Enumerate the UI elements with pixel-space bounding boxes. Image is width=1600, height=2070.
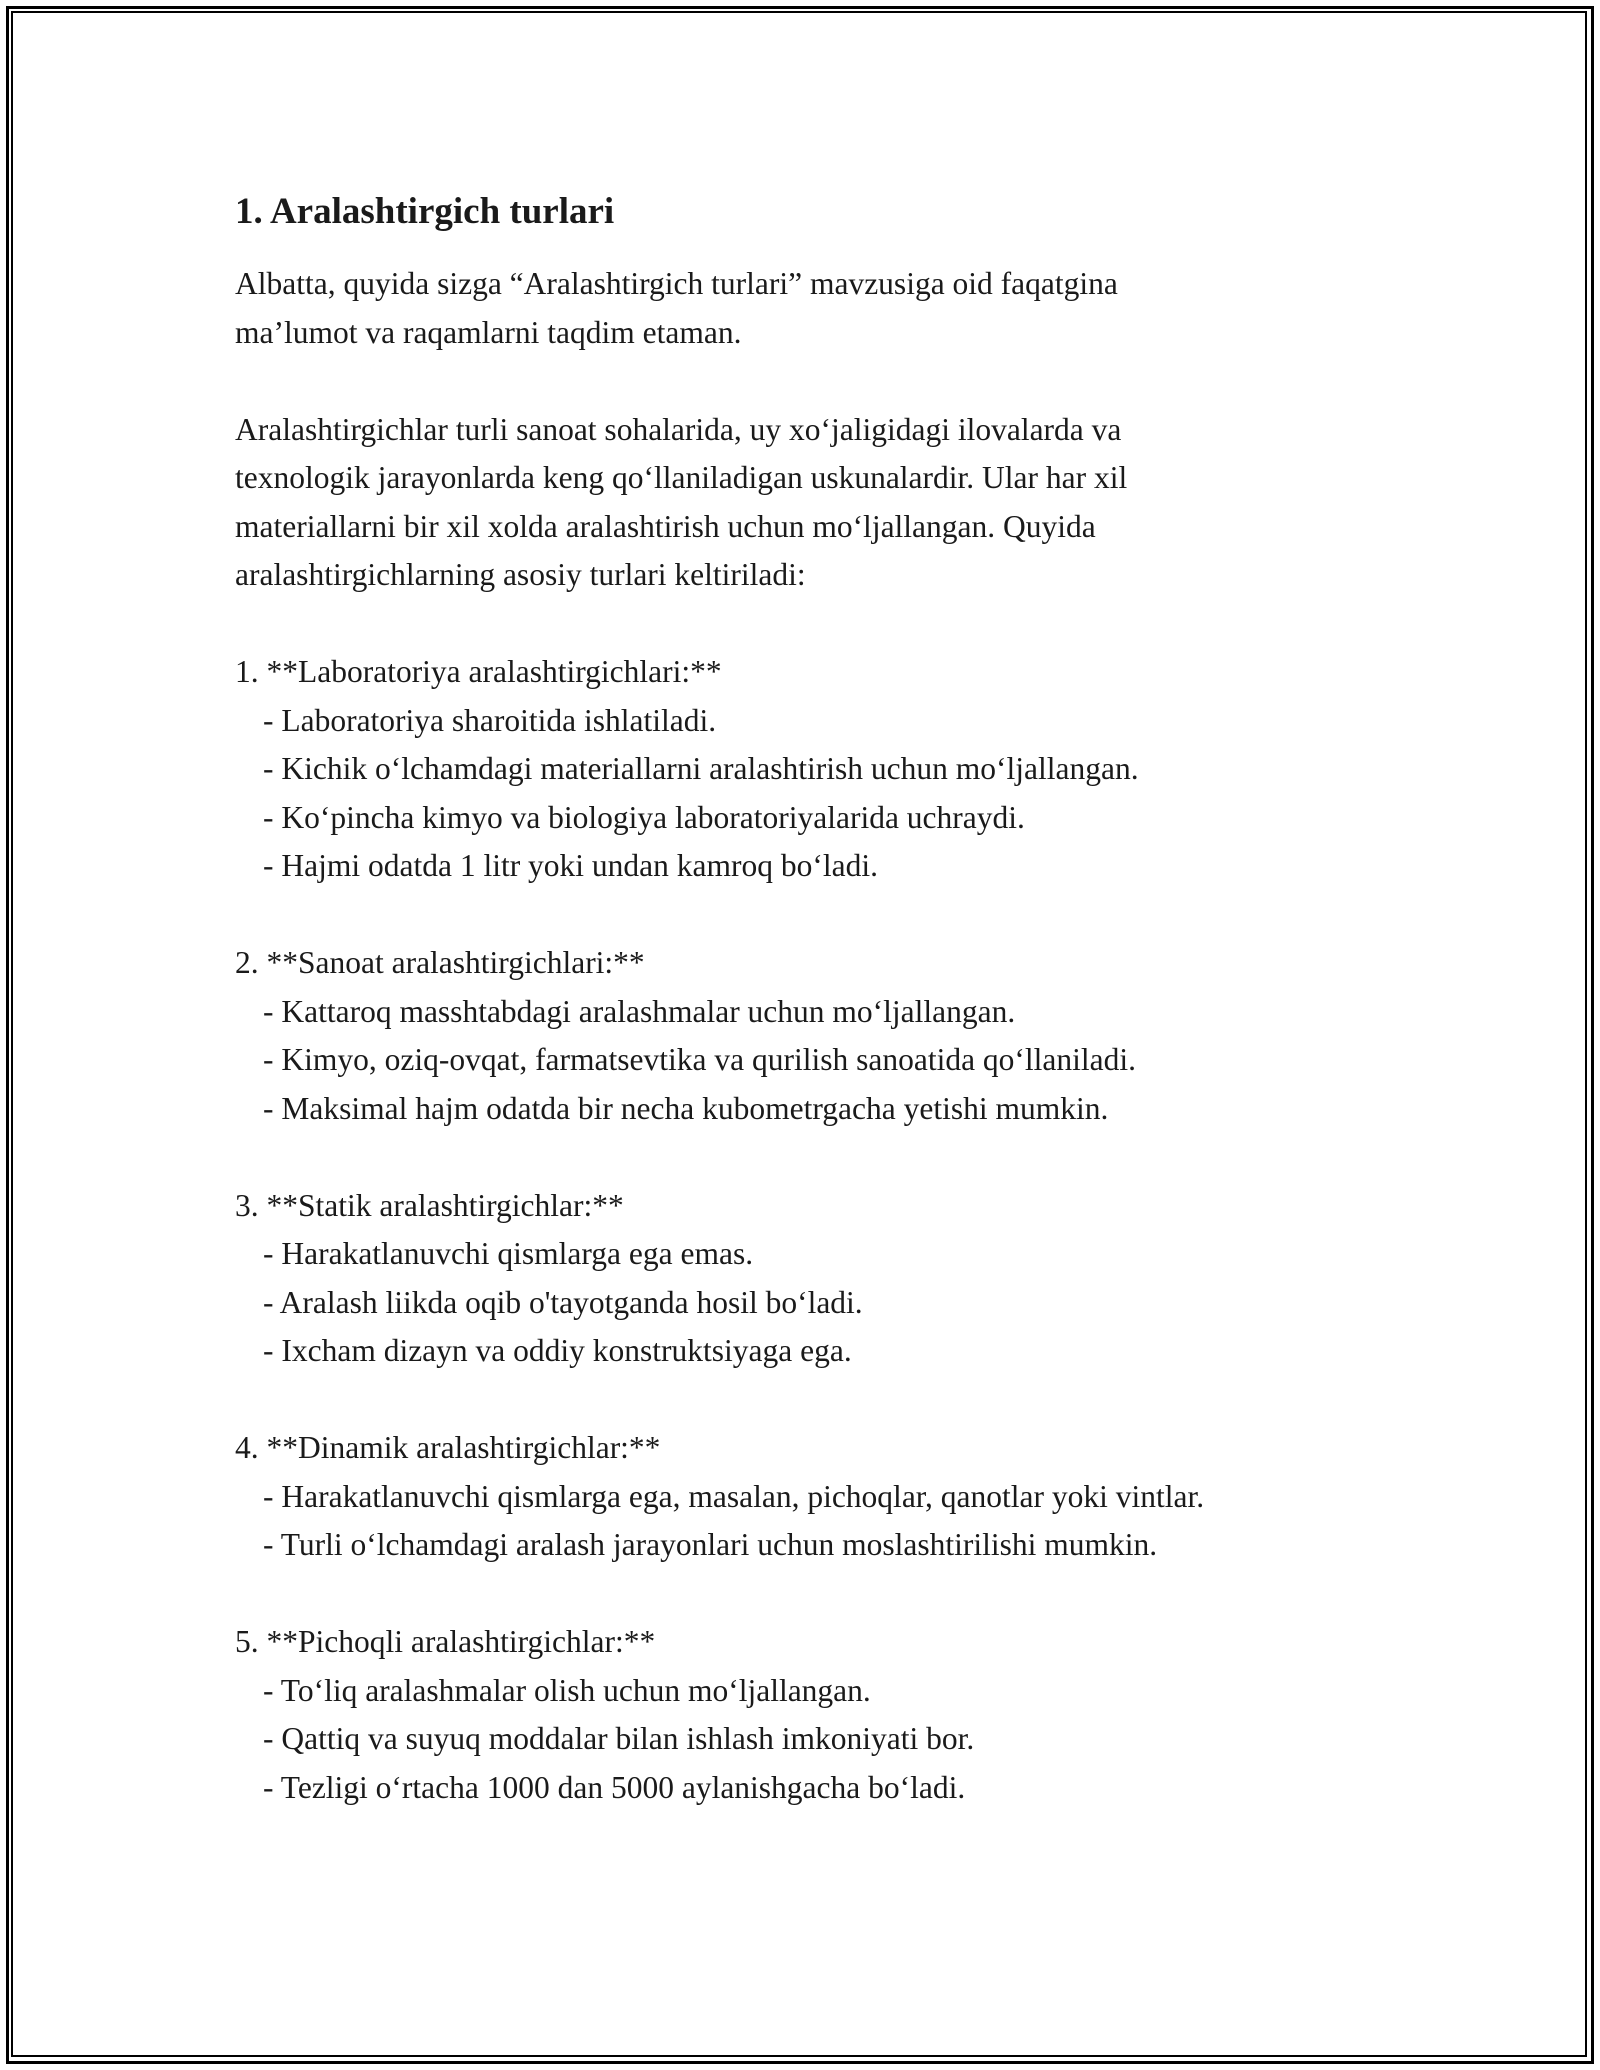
section-bullet: - Ixcham dizayn va oddiy konstruktsiyaga ega. [263,1333,852,1368]
intro-line: ma’lumot va raqamlarni taqdim etaman. [235,314,742,350]
document-title: 1. Aralashtirgich turlari [235,191,615,232]
section-dynamic-mixers [235,1424,1435,1570]
spacer [235,1133,1435,1182]
section-bullet: - Ko‘pincha kimyo va biologiya laboratoriyalarida uchraydi. [263,799,1025,835]
overview-line: texnologik jarayonlarda keng qo‘llaniladigan uskunalardir. Ular har xil [235,460,1128,495]
section-bullet: - Harakatlanuvchi qismlarga ega, masalan, pichoqlar, qanotlar yoki vintlar. [263,1478,1205,1514]
overview-line: aralashtirgichlarning asosiy turlari keltiriladi: [235,557,806,592]
section-bullet: - Harakatlanuvchi qismlarga ega emas. [263,1236,754,1271]
section-static-mixers [235,1182,1435,1376]
section-laboratory-mixers [235,648,1435,891]
section-bullet: - Tezligi o‘rtacha 1000 dan 5000 aylanishgacha bo‘ladi. [263,1769,966,1805]
section-heading: 1. **Laboratoriya aralashtirgichlari:** [235,654,722,689]
overview-line: Aralashtirgichlar turli sanoat sohalarida, uy xo‘jaligidagi ilovalarda va [235,411,1122,447]
section-heading: 5. **Pichoqli aralashtirgichlar:** [235,1624,656,1659]
section-bullet: - Laboratoriya sharoitida ishlatiladi. [263,702,717,738]
section-heading: 2. **Sanoat aralashtirgichlari:** [235,945,645,980]
spacer [235,1376,1435,1425]
section-industrial-mixers [235,939,1435,1133]
section-bullet: - Kichik o‘lchamdagi materiallarni aralashtirish uchun mo‘ljallangan. [263,751,1139,786]
section-bullet: - Qattiq va suyuq moddalar bilan ishlash imkoniyati bor. [263,1721,975,1756]
section-heading: 3. **Statik aralashtirgichlar:** [235,1187,624,1223]
overview-line: materiallarni bir xil xolda aralashtirish uchun mo‘ljallangan. Quyida [235,508,1096,544]
section-bullet: - Kattaroq masshtabdagi aralashmalar uchun mo‘ljallangan. [263,993,1016,1029]
section-bullet: - To‘liq aralashmalar olish uchun mo‘ljallangan. [263,1672,871,1708]
section-bullet: - Kimyo, oziq-ovqat, farmatsevtika va qurilish sanoatida qo‘llaniladi. [263,1042,1137,1077]
spacer [235,891,1435,940]
section-bullet: - Hajmi odatda 1 litr yoki undan kamroq bo‘ladi. [263,848,878,883]
document-body [235,186,1435,1812]
section-bullet: - Aralash liikda oqib o'tayotganda hosil bo‘ladi. [263,1284,863,1320]
intro-line: Albatta, quyida sizga “Aralashtirgich turlari” mavzusiga oid faqatgina [235,266,1118,301]
spacer [235,357,1435,406]
section-heading: 4. **Dinamik aralashtirgichlar:** [235,1430,661,1465]
spacer [235,1570,1435,1619]
spacer [235,600,1435,649]
section-bullet: - Turli o‘lchamdagi aralash jarayonlari uchun moslashtirilishi mumkin. [263,1527,1158,1562]
section-bullet: - Maksimal hajm odatda bir necha kubometrgacha yetishi mumkin. [263,1090,1109,1126]
section-blade-mixers [235,1618,1435,1812]
